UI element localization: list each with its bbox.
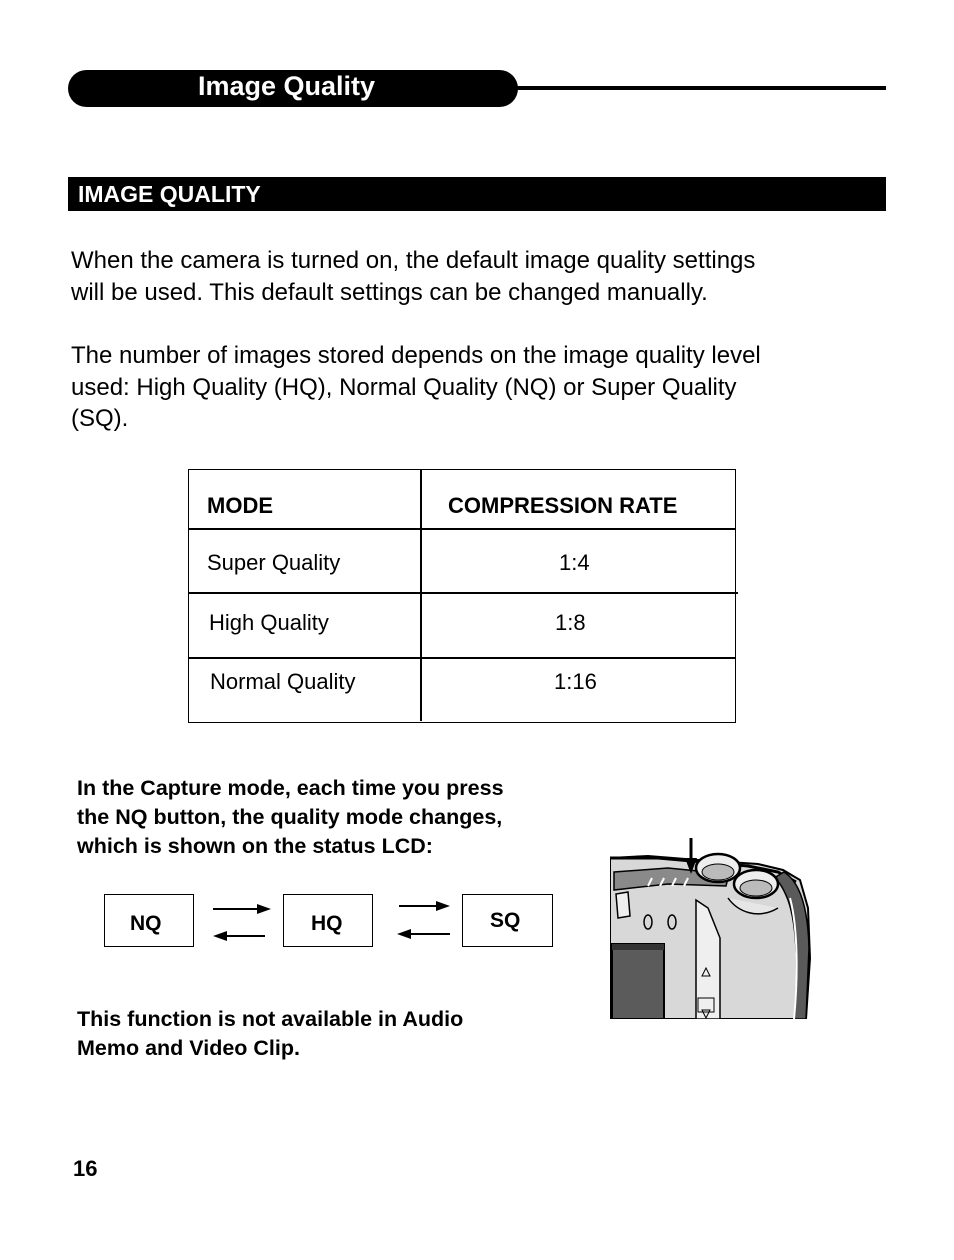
table-cell-rate: 1:16 (554, 669, 597, 694)
header-rule (500, 86, 886, 90)
capture-note (77, 774, 504, 861)
text-line: (SQ). (71, 405, 129, 432)
storage-paragraph (71, 340, 861, 435)
table-header-rate: COMPRESSION RATE (448, 493, 678, 518)
table-row-divider (189, 592, 738, 594)
table-cell-mode: Super Quality (207, 550, 341, 575)
table-row-divider (189, 528, 736, 530)
text-line: Memo and Video Clip. (77, 1036, 300, 1060)
table-cell-mode: High Quality (209, 610, 329, 635)
text-line: will be used. This default settings can be changed manually. (71, 278, 708, 306)
page-title: Image Quality (198, 71, 376, 101)
text-line: This function is not available in Audio (77, 1007, 464, 1031)
section-title: IMAGE QUALITY (78, 181, 261, 207)
table-cell-rate: 1:8 (555, 610, 586, 635)
text-line: the NQ button, the quality mode changes, (77, 805, 503, 829)
camera-illustration (608, 838, 813, 1020)
mode-label-sq: SQ (490, 909, 521, 932)
intro-paragraph (71, 245, 861, 308)
text-line: In the Capture mode, each time you press (77, 776, 504, 800)
table-header-mode: MODE (207, 493, 273, 518)
cycle-arrows-icon (205, 896, 275, 946)
page-number: 16 (73, 1156, 98, 1181)
cycle-arrows-icon (393, 894, 463, 944)
text-line: The number of images stored depends on the image quality level (71, 342, 761, 369)
table-cell-rate: 1:4 (559, 550, 590, 575)
availability-note (77, 1005, 463, 1063)
mode-label-hq: HQ (311, 912, 343, 935)
text-line: which is shown on the status LCD: (77, 834, 433, 858)
text-line: used: High Quality (HQ), Normal Quality (NQ) or Super Quality (71, 373, 737, 401)
mode-label-nq: NQ (130, 912, 162, 935)
table-row-divider (189, 657, 736, 659)
table-cell-mode: Normal Quality (210, 669, 356, 694)
table-column-divider (420, 469, 422, 721)
text-line: When the camera is turned on, the default image quality settings (71, 247, 756, 274)
